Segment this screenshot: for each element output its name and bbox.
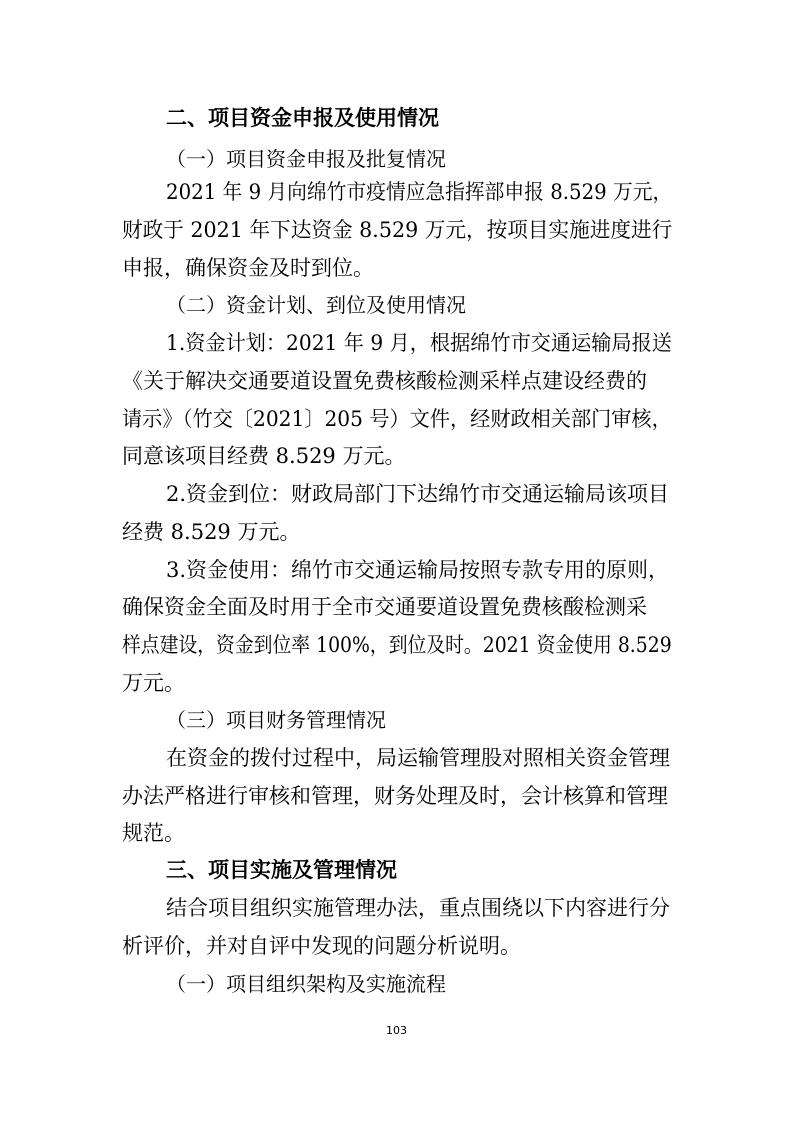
paragraph-line: 规范。 [122,821,185,845]
paragraph-line: 《关于解决交通要道设置免费核酸检测采样点建设经费的 [122,369,647,393]
subsection-heading-2-2: （二）资金计划、到位及使用情况 [166,293,466,317]
paragraph-line: 同意该项目经费 8.529 万元。 [122,444,406,468]
subsection-heading-2-3: （三）项目财务管理情况 [166,708,386,732]
paragraph-line: 经费 8.529 万元。 [122,520,301,544]
section-heading-2: 二、项目资金申报及使用情况 [166,106,439,130]
paragraph-line: 请示》（竹交〔2021〕205 号）文件，经财政相关部门审核， [122,407,672,431]
paragraph-line: 万元。 [122,671,185,695]
paragraph-line: 2.资金到位：财政局部门下达绵竹市交通运输局该项目 [166,482,670,506]
page-number: 103 [386,1024,407,1037]
paragraph-line: 3.资金使用：绵竹市交通运输局按照专款专用的原则， [166,558,670,582]
paragraph-line: 样点建设，资金到位率 100%，到位及时。2021 资金使用 8.529 [122,633,672,657]
paragraph-line: 1.资金计划：2021 年 9 月，根据绵竹市交通运输局报送 [166,331,672,355]
paragraph-line: 在资金的拨付过程中，局运输管理股对照相关资金管理 [166,746,670,770]
paragraph-line: 结合项目组织实施管理办法，重点围绕以下内容进行分 [166,896,670,920]
paragraph-line: 2021 年 9 月向绵竹市疫情应急指挥部申报 8.529 万元， [166,180,673,204]
section-heading-3: 三、项目实施及管理情况 [166,858,397,882]
paragraph-line: 确保资金全面及时用于全市交通要道设置免费核酸检测采 [122,595,647,619]
paragraph-line: 办法严格进行审核和管理，财务处理及时，会计核算和管理 [122,784,668,808]
paragraph-line: 财政于 2021 年下达资金 8.529 万元，按项目实施进度进行 [122,218,673,242]
subsection-heading-2-1: （一）项目资金申报及批复情况 [166,147,446,171]
paragraph-line: 申报，确保资金及时到位。 [122,256,374,280]
subsection-heading-3-1: （一）项目组织架构及实施流程 [166,972,446,996]
paragraph-line: 析评价，并对自评中发现的问题分析说明。 [122,934,521,958]
